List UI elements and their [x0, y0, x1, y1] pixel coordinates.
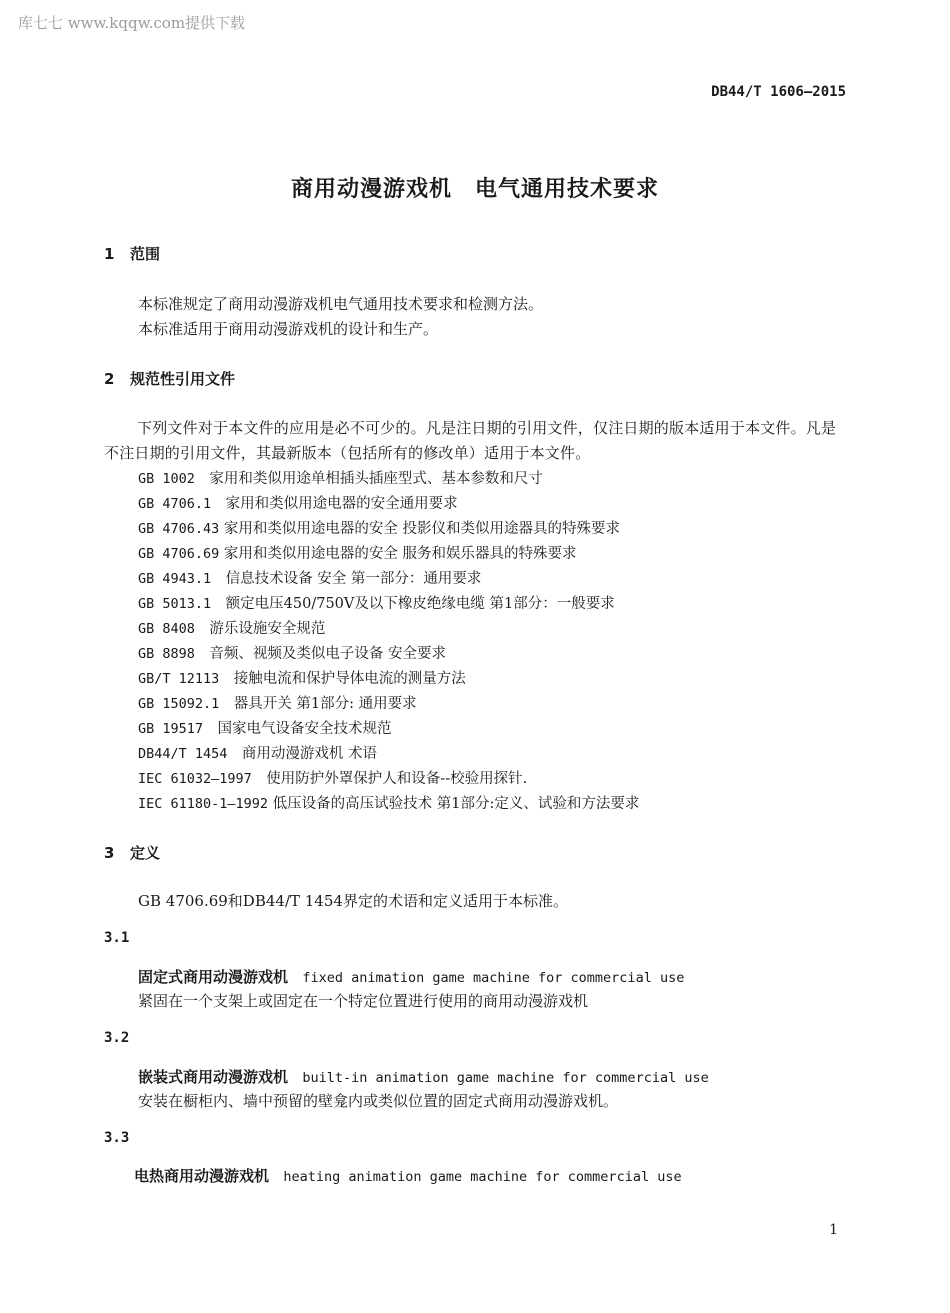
- reference-item: [138, 717, 392, 738]
- reference-code: IEC 61032—1997: [138, 771, 252, 787]
- term-heading: [134, 1165, 682, 1186]
- references-intro-paragraph: 下列文件对于本文件的应用是必不可少的。凡是注日期的引用文件，仅注日期的版本适用于本文件。凡是不注日期的引用文件，其最新版本（包括所有的修改单）适用于本文件。: [104, 419, 837, 462]
- term-chinese-name: 固定式商用动漫游戏机: [138, 968, 289, 986]
- reference-code: GB 8408: [138, 621, 195, 637]
- reference-spacer: [211, 496, 226, 512]
- reference-title: 家用和类似用途电器的安全通用要求: [225, 496, 458, 512]
- reference-title: 国家电气设备安全技术规范: [217, 721, 392, 737]
- definitions-intro-paragraph: [138, 890, 568, 911]
- reference-item: [138, 592, 615, 613]
- section-heading-scope: [104, 243, 160, 264]
- reference-title: 额定电压450/750V及以下橡皮绝缘电缆 第1部分：一般要求: [225, 596, 615, 612]
- reference-title: 游乐设施安全规范: [209, 621, 326, 637]
- page-number: 1: [829, 1222, 838, 1238]
- reference-title: 器具开关 第1部分: 通用要求: [233, 696, 417, 712]
- reference-item: [138, 492, 458, 513]
- reference-code: GB 15092.1: [138, 696, 220, 712]
- term-heading: [138, 966, 684, 987]
- reference-code: GB 4943.1: [138, 571, 212, 587]
- reference-spacer: [195, 471, 210, 487]
- reference-code: GB 19517: [138, 721, 204, 737]
- reference-title: 家用和类似用途电器的安全 服务和娱乐器具的特殊要求: [223, 546, 577, 562]
- section-title: 定义: [130, 844, 161, 862]
- section-number: 3: [104, 844, 115, 862]
- reference-item: [138, 767, 527, 788]
- reference-code: GB 5013.1: [138, 596, 212, 612]
- reference-item: [138, 667, 466, 688]
- reference-title: 家用和类似用途单相插头插座型式、基本参数和尺寸: [209, 471, 543, 487]
- reference-title: 商用动漫游戏机 术语: [241, 746, 378, 762]
- reference-code: GB 4706.43: [138, 521, 220, 537]
- reference-spacer: [203, 721, 218, 737]
- scope-paragraph-1: 本标准规定了商用动漫游戏机电气通用技术要求和检测方法。: [138, 295, 544, 313]
- term-definition: 安装在橱柜内、墙中预留的壁龛内或类似位置的固定式商用动漫游戏机。: [138, 1092, 619, 1110]
- reference-spacer: [219, 696, 234, 712]
- reference-code: IEC 61180-1—1992: [138, 796, 269, 812]
- document-title: 商用动漫游戏机 电气通用技术要求: [290, 177, 659, 202]
- reference-code: DB44/T 1454: [138, 746, 228, 762]
- section-title: 规范性引用文件: [130, 370, 236, 388]
- watermark-text: 库七七 www.kqqw.com提供下载: [18, 14, 246, 32]
- term-number: 3.1: [104, 930, 130, 946]
- reference-spacer: [219, 671, 234, 687]
- term-english-name: built-in animation game machine for commercial use: [302, 1070, 709, 1086]
- section-number: 1: [104, 245, 115, 263]
- reference-spacer: [211, 596, 226, 612]
- reference-spacer: [211, 571, 226, 587]
- reference-code: GB 4706.1: [138, 496, 212, 512]
- reference-item: [138, 792, 639, 813]
- reference-code: GB 1002: [138, 471, 195, 487]
- reference-code: GB/T 12113: [138, 671, 220, 687]
- term-english-name: fixed animation game machine for commercial use: [302, 970, 685, 986]
- reference-code: GB 8898: [138, 646, 195, 662]
- definitions-intro-text: GB 4706.69和DB44/T 1454界定的术语和定义适用于本标准。: [138, 892, 568, 910]
- reference-title: 音频、视频及类似电子设备 安全要求: [209, 646, 447, 662]
- reference-item: [138, 692, 417, 713]
- scope-paragraph-2: 本标准适用于商用动漫游戏机的设计和生产。: [138, 320, 439, 338]
- term-chinese-name: 电热商用动漫游戏机: [134, 1167, 270, 1185]
- section-title: 范围: [130, 245, 161, 263]
- reference-item: [138, 617, 325, 638]
- reference-item: [138, 542, 577, 563]
- term-number: 3.2: [104, 1030, 130, 1046]
- reference-item: [138, 567, 481, 588]
- reference-spacer: [195, 646, 210, 662]
- reference-spacer: [252, 771, 267, 787]
- reference-title: 低压设备的高压试验技术 第1部分:定义、试验和方法要求: [272, 796, 640, 812]
- term-chinese-name: 嵌装式商用动漫游戏机: [138, 1068, 289, 1086]
- document-number: DB44/T 1606—2015: [711, 84, 846, 100]
- term-english-name: heating animation game machine for commercial use: [283, 1169, 682, 1185]
- term-definition: 紧固在一个支架上或固定在一个特定位置进行使用的商用动漫游戏机: [138, 992, 589, 1010]
- reference-item: [138, 517, 620, 538]
- reference-title: 信息技术设备 安全 第一部分：通用要求: [225, 571, 482, 587]
- reference-spacer: [195, 621, 210, 637]
- section-heading-normative-references: [104, 368, 235, 389]
- reference-item: [138, 467, 543, 488]
- term-heading: [138, 1066, 709, 1087]
- reference-item: [138, 742, 377, 763]
- section-heading-definitions: [104, 842, 160, 863]
- reference-title: 使用防护外罩保护人和设备--校验用探针.: [266, 771, 528, 787]
- reference-title: 接触电流和保护导体电流的测量方法: [233, 671, 466, 687]
- reference-spacer: [227, 746, 242, 762]
- term-number: 3.3: [104, 1130, 130, 1146]
- section-number: 2: [104, 370, 115, 388]
- reference-title: 家用和类似用途电器的安全 投影仪和类似用途器具的特殊要求: [223, 521, 620, 537]
- reference-code: GB 4706.69: [138, 546, 220, 562]
- reference-item: [138, 642, 446, 663]
